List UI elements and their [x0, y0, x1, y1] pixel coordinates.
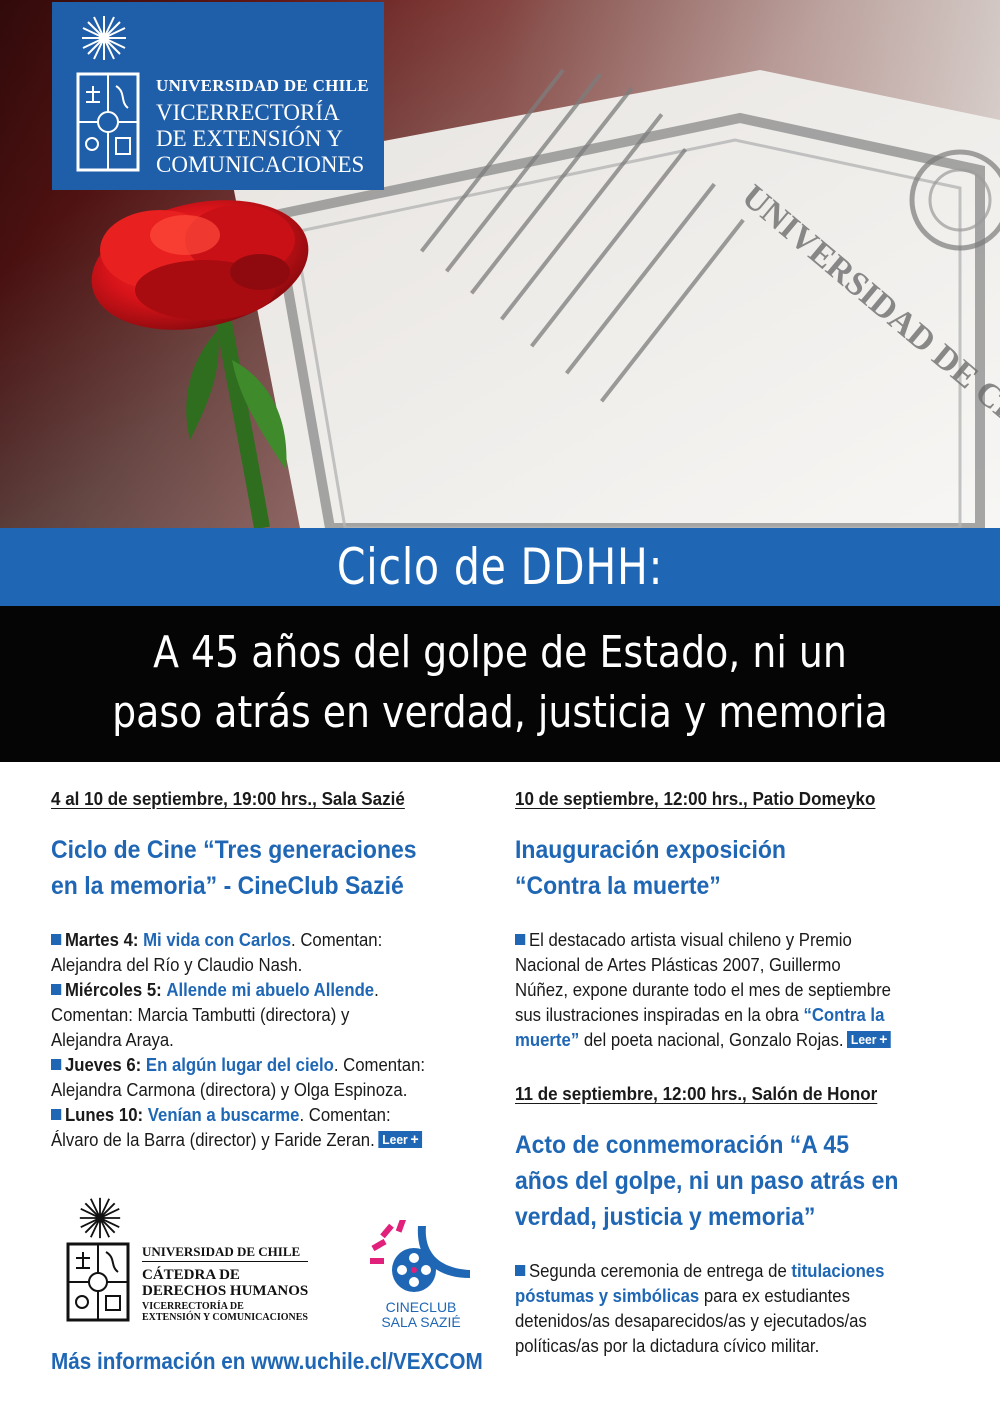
- ceremony-description: Segunda ceremonia de entrega de titulaciones póstumas y simbólicas para ex estudiantes detenidos/as desaparecidos/as y ejecutados/as políticas/as por la dictadura cívico militar.: [515, 1261, 885, 1356]
- more-info-link[interactable]: Más información en www.uchile.cl/VEXCOM: [51, 1348, 483, 1374]
- catedra-logo-text: UNIVERSIDAD DE CHILE CÁTEDRA DE DERECHOS HUMANOS VICERRECTORÍA DE EXTENSIÓN Y COMUNICACIONES: [142, 1244, 309, 1323]
- film-reel-icon: [366, 1220, 476, 1298]
- exhibition-description: El destacado artista visual chileno y Premio Nacional de Artes Plásticas 2007, Guillermo Núñez, expone durante todo el mes de septiembre sus ilustraciones inspiradas en la obra “Contra la muerte” del poeta nacional, Gonzalo Rojas. Leer +: [515, 930, 891, 1050]
- film-cycle-column: [51, 788, 491, 1153]
- titulaciones-link-cont[interactable]: póstumas y simbólicas: [515, 1286, 700, 1306]
- plus-icon: +: [410, 1131, 419, 1148]
- sunburst-star-icon: [78, 1196, 122, 1240]
- hero-photo: [0, 0, 1000, 528]
- vicerrectoria-name: VICERRECTORÍA DE EXTENSIÓN Y COMUNICACIONES: [156, 100, 365, 177]
- list-item: Martes 4: Mi vida con Carlos. Comentan:: [51, 928, 460, 953]
- read-more-button[interactable]: Leer +: [378, 1131, 422, 1148]
- film-list: Martes 4: Mi vida con Carlos. Comentan: Alejandra del Río y Claudio Nash. Miércoles 5: Allende mi abuelo Allende. Comentan: Marcia Tambutti (directora) y Alejandra Araya. Jueves 6: En algún lugar del cielo. Comentan: Alejandra Carmona (directora) y Olga Espinoza. Lunes 10: Venían a buscarme. Comentan: Álvaro de la Barra (director) y Faride Zeran. Leer +: [51, 928, 460, 1153]
- film-link[interactable]: Venían a buscarme: [147, 1105, 300, 1125]
- ceremony-date: 11 de septiembre, 12:00 hrs., Salón de Honor: [515, 1083, 878, 1104]
- subtitle-band: [0, 606, 1000, 762]
- film-cycle-heading: Ciclo de Cine “Tres generaciones en la memoria” - CineClub Sazié: [51, 836, 417, 900]
- title-line-1: Ciclo de DDHH:: [336, 538, 664, 596]
- titulaciones-link[interactable]: titulaciones: [791, 1261, 885, 1281]
- film-cycle-date: 4 al 10 de septiembre, 19:00 hrs., Sala Sazié: [51, 788, 405, 809]
- bullet-square-icon: [51, 1109, 61, 1120]
- title-line-3: paso atrás en verdad, justicia y memoria: [112, 687, 888, 738]
- university-shield-icon: [76, 72, 140, 172]
- sunburst-star-icon: [80, 14, 128, 62]
- read-more-button[interactable]: Leer +: [847, 1031, 891, 1048]
- bullet-square-icon: [515, 1265, 525, 1276]
- artwork-link-cont[interactable]: muerte”: [515, 1030, 580, 1050]
- plus-icon: +: [879, 1031, 888, 1048]
- exhibition-date: 10 de septiembre, 12:00 hrs., Patio Domeyko: [515, 788, 876, 809]
- artwork-link[interactable]: “Contra la: [803, 1005, 885, 1025]
- title-band: [0, 528, 1000, 606]
- footer-logos: [66, 1196, 486, 1336]
- university-logo-block: [52, 2, 384, 190]
- cineclub-logo: CINECLUB SALA SAZIÉ: [366, 1220, 476, 1330]
- film-link[interactable]: En algún lugar del cielo: [145, 1055, 334, 1075]
- list-item: Miércoles 5: Allende mi abuelo Allende.: [51, 978, 460, 1003]
- university-shield-icon: [66, 1242, 130, 1322]
- university-name: UNIVERSIDAD DE CHILE: [156, 76, 369, 95]
- list-item: Jueves 6: En algún lugar del cielo. Comentan:: [51, 1053, 460, 1078]
- bullet-square-icon: [51, 1059, 61, 1070]
- list-item: Lunes 10: Venían a buscarme. Comentan:: [51, 1103, 460, 1128]
- exhibition-heading: Inauguración exposición “Contra la muerte”: [515, 836, 786, 900]
- ceremony-heading: Acto de conmemoración “A 45 años del golpe, ni un paso atrás en verdad, justicia y memoria”: [515, 1131, 899, 1231]
- events-column: [515, 788, 955, 1359]
- bullet-square-icon: [51, 934, 61, 945]
- film-link[interactable]: Mi vida con Carlos: [143, 930, 292, 950]
- bullet-square-icon: [515, 934, 525, 945]
- title-line-2: A 45 años del golpe de Estado, ni un: [153, 627, 847, 678]
- film-link[interactable]: Allende mi abuelo Allende: [166, 980, 375, 1000]
- bullet-square-icon: [51, 984, 61, 995]
